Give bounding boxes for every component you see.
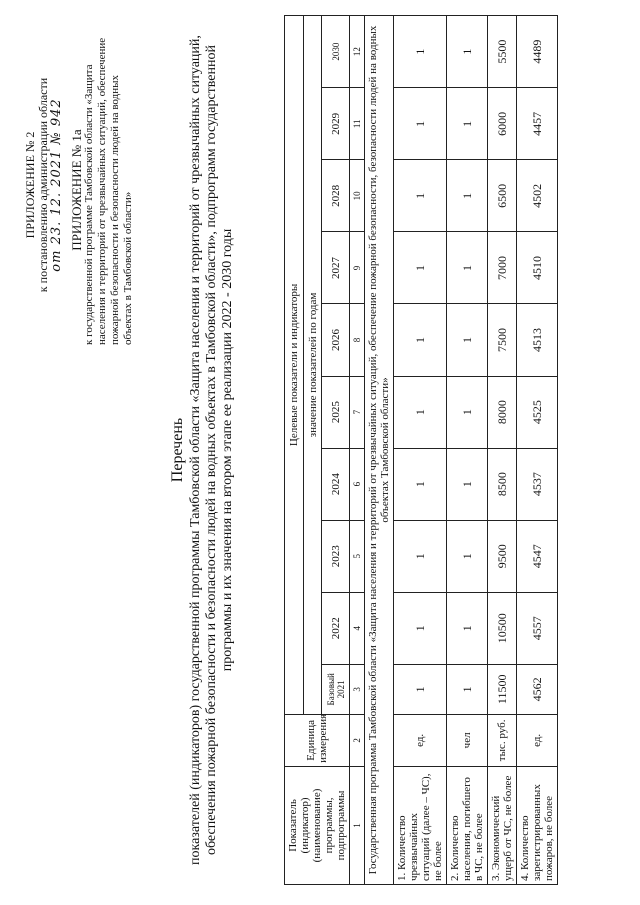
document-heading: Перечень	[169, 417, 186, 483]
column-number: 7	[350, 376, 365, 448]
appendix-title: ПРИЛОЖЕНИЕ № 2	[23, 131, 37, 239]
indicators-table	[284, 15, 558, 885]
value-cell: 1	[394, 160, 447, 232]
value-cell: 4510	[517, 232, 558, 304]
appendix-1a-title: ПРИЛОЖЕНИЕ № 1а	[69, 129, 84, 251]
table-row	[517, 16, 558, 885]
unit-cell: ед.	[394, 714, 447, 766]
value-cell: 1	[447, 592, 488, 664]
year-header: 2025	[322, 376, 350, 448]
value-cell: 1	[394, 304, 447, 376]
value-cell: 6000	[488, 88, 517, 160]
column-number: 11	[350, 88, 365, 160]
year-header: 2024	[322, 448, 350, 520]
value-cell: 1	[394, 376, 447, 448]
column-number: 8	[350, 304, 365, 376]
year-header: 2023	[322, 520, 350, 592]
value-cell: 4525	[517, 376, 558, 448]
appendix-1a-text: к государственной программе Тамбовской области «Защита населения и территорий от чрезвычайных ситуаций, обеспечение пожарной безопасности и безопасности людей на водных объектах в Тамбовской области»	[83, 37, 134, 345]
table-row	[394, 16, 447, 885]
value-cell: 8500	[488, 448, 517, 520]
column-number: 12	[350, 16, 365, 88]
handwritten-date: от 23. 12. 2021 № 942	[49, 98, 64, 272]
column-number: 2	[350, 714, 365, 766]
value-cell: 4457	[517, 88, 558, 160]
value-cell: 10500	[488, 592, 517, 664]
value-cell: 1	[447, 160, 488, 232]
value-cell: 1	[394, 664, 447, 714]
column-number: 10	[350, 160, 365, 232]
indicator-name: 1. Количество чрезвычайных ситуаций (далее – ЧС), не более	[394, 766, 447, 884]
value-cell: 1	[394, 88, 447, 160]
value-cell: 1	[394, 448, 447, 520]
value-cell: 1	[394, 592, 447, 664]
indicator-name: 2. Количество населения, погибшего в ЧС, не более	[447, 766, 488, 884]
value-cell: 4562	[517, 664, 558, 714]
column-number: 6	[350, 448, 365, 520]
value-cell: 4557	[517, 592, 558, 664]
value-cell: 1	[394, 232, 447, 304]
table-row	[447, 16, 488, 885]
program-title: Государственная программа Тамбовской области «Защита населения и территорий от чрезвычайных ситуаций, обеспечение пожарной безопасности, безопасности людей на водных объектах Тамбовской области»	[365, 16, 394, 885]
value-cell: 7000	[488, 232, 517, 304]
base-year-header: Базовый 2021	[322, 664, 350, 714]
column-number: 3	[350, 664, 365, 714]
column-number: 4	[350, 592, 365, 664]
indicator-header: Показатель (индикатор) (наименование) программы, подпрограммы	[285, 766, 350, 884]
appendix-header	[24, 35, 63, 335]
value-cell: 1	[447, 88, 488, 160]
document-subtitle: показателей (индикаторов) государственной программы Тамбовской области «Защита населения и территорий от чрезвычайных ситуаций, обеспечения пожарной безопасности и безопасности людей на водных объектах в Тамбовской области», подпрограмм государственной программы и их значения на втором этапе ее реализации 2022 - 2030 годы	[188, 35, 235, 865]
appendix-line: к постановлению администрации области	[36, 77, 50, 293]
value-cell: 4489	[517, 16, 558, 88]
value-cell: 1	[447, 304, 488, 376]
year-header: 2028	[322, 160, 350, 232]
unit-header: Единица измерения	[285, 714, 350, 766]
value-cell: 1	[447, 376, 488, 448]
column-number: 9	[350, 232, 365, 304]
year-header: 2027	[322, 232, 350, 304]
value-cell: 1	[447, 520, 488, 592]
value-cell: 11500	[488, 664, 517, 714]
year-header: 2029	[322, 88, 350, 160]
unit-cell: ед.	[517, 714, 558, 766]
column-number: 5	[350, 520, 365, 592]
column-number-row	[350, 16, 365, 885]
value-cell: 4537	[517, 448, 558, 520]
indicator-name: 3. Экономический ущерб от ЧС, не более	[488, 766, 517, 884]
document-title	[170, 35, 236, 865]
values-by-year-header: значение показателей по годам	[303, 16, 322, 715]
value-cell: 8000	[488, 376, 517, 448]
unit-cell: тыс. руб.	[488, 714, 517, 766]
value-cell: 1	[447, 448, 488, 520]
column-number: 1	[350, 766, 365, 884]
year-header: 2026	[322, 304, 350, 376]
value-cell: 1	[447, 232, 488, 304]
value-cell: 1	[447, 664, 488, 714]
header-row-1	[285, 16, 304, 885]
unit-cell: чел	[447, 714, 488, 766]
value-cell: 4513	[517, 304, 558, 376]
targets-header: Целевые показатели и индикаторы	[285, 16, 304, 715]
year-header: 2030	[322, 16, 350, 88]
value-cell: 9500	[488, 520, 517, 592]
value-cell: 4502	[517, 160, 558, 232]
indicator-name: 4. Количество зарегистрированных пожаров, не более	[517, 766, 558, 884]
year-header: 2022	[322, 592, 350, 664]
value-cell: 1	[394, 16, 447, 88]
program-row	[365, 16, 394, 885]
table-row	[488, 16, 517, 885]
value-cell: 6500	[488, 160, 517, 232]
value-cell: 5500	[488, 16, 517, 88]
value-cell: 1	[447, 16, 488, 88]
value-cell: 4547	[517, 520, 558, 592]
appendix-1a-header	[70, 35, 135, 345]
value-cell: 1	[394, 520, 447, 592]
value-cell: 7500	[488, 304, 517, 376]
